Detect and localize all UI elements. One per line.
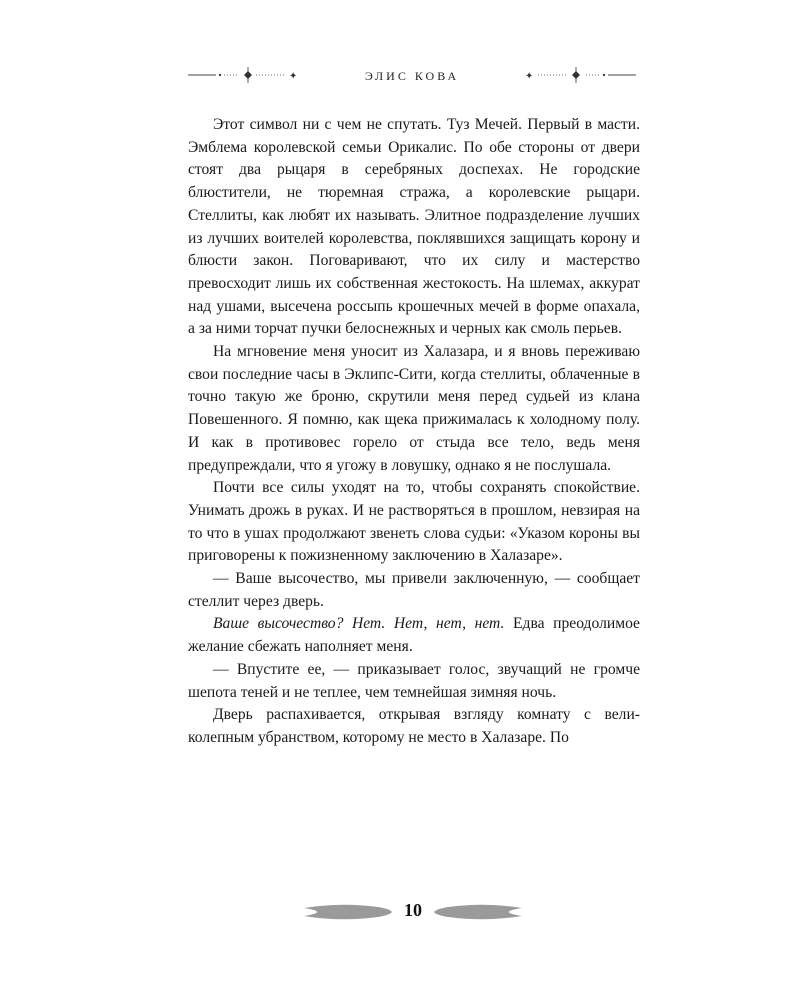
right-ornament-icon (508, 62, 638, 90)
page-footer (300, 890, 526, 934)
paragraph-5-rest: Едва преодолимое желание сбежать наполняет меня. (188, 615, 640, 656)
paragraph-3: Почти все силы уходят на то, чтобы сохранять спокойствие. Унимать дрожь в руках. И не растворяться в прошлом, невзирая на то что в ушах продолжают звенеть слова судьи: «Указом короны вы приговорены к пожизненному заключению в Халазаре». (188, 479, 640, 565)
paragraph-6-dialogue: — Впустите ее, — приказывает голос, звучащий не громче шепота теней и не теплее, чем темнейшая зимняя ночь. (188, 660, 640, 701)
paragraph-5 (188, 613, 640, 658)
paragraph-1: Этот символ ни с чем не спутать. Туз Мечей. Первый в масти. Эмблема королевской семьи Орикалис. По обе стороны от двери стоят два рыцаря в серебряных доспехах. Не городские блюстители, не тюремная стража, а королевские рыцари. Стеллиты, как любят их называть. Элитное подразделение лучших из лучших воителей королевства, поклявшихся защищать корону и блюсти закон. Поговаривают, что их силу и мастерство превосходит лишь их собственная жестокость. На шлемах, аккурат над ушами, высечена россыпь крошечных мечей в форме опахала, а за ними торчат пучки белоснежных и черных как смоль перьев. (188, 116, 640, 338)
svg-text:✦: ✦ (525, 71, 534, 82)
paragraph-2: На мгновение меня уносит из Халазара, и я вновь переживаю свои последние часы в Эклипс-Сити, когда стеллиты, облаченные в точно такую же броню, скрутили меня перед судьей из клана Повешенного. Я помню, как щека прижималась к холодному полу. И как в противовес горело от стыда все тело, ведь меня предупреждали, что я угожу в ловушку, однако я не послушала. (188, 343, 640, 474)
paragraph-7: Дверь распахивается, открывая взгляду комнату с великолепным убранством, которому не место в Халазаре. По (188, 706, 640, 746)
svg-text:✦: ✦ (289, 71, 298, 82)
running-head-author: ЭЛИС КОВА (364, 69, 460, 83)
page-body-text (188, 114, 640, 750)
page-number: 10 (404, 900, 422, 920)
paragraph-4-dialogue: — Ваше высочество, мы привели заключенную, — сообщает стеллит через дверь. (188, 570, 640, 610)
italic-thought: Ваше высочество? Нет. Нет, нет, нет. (213, 615, 505, 633)
page-header (186, 62, 638, 90)
